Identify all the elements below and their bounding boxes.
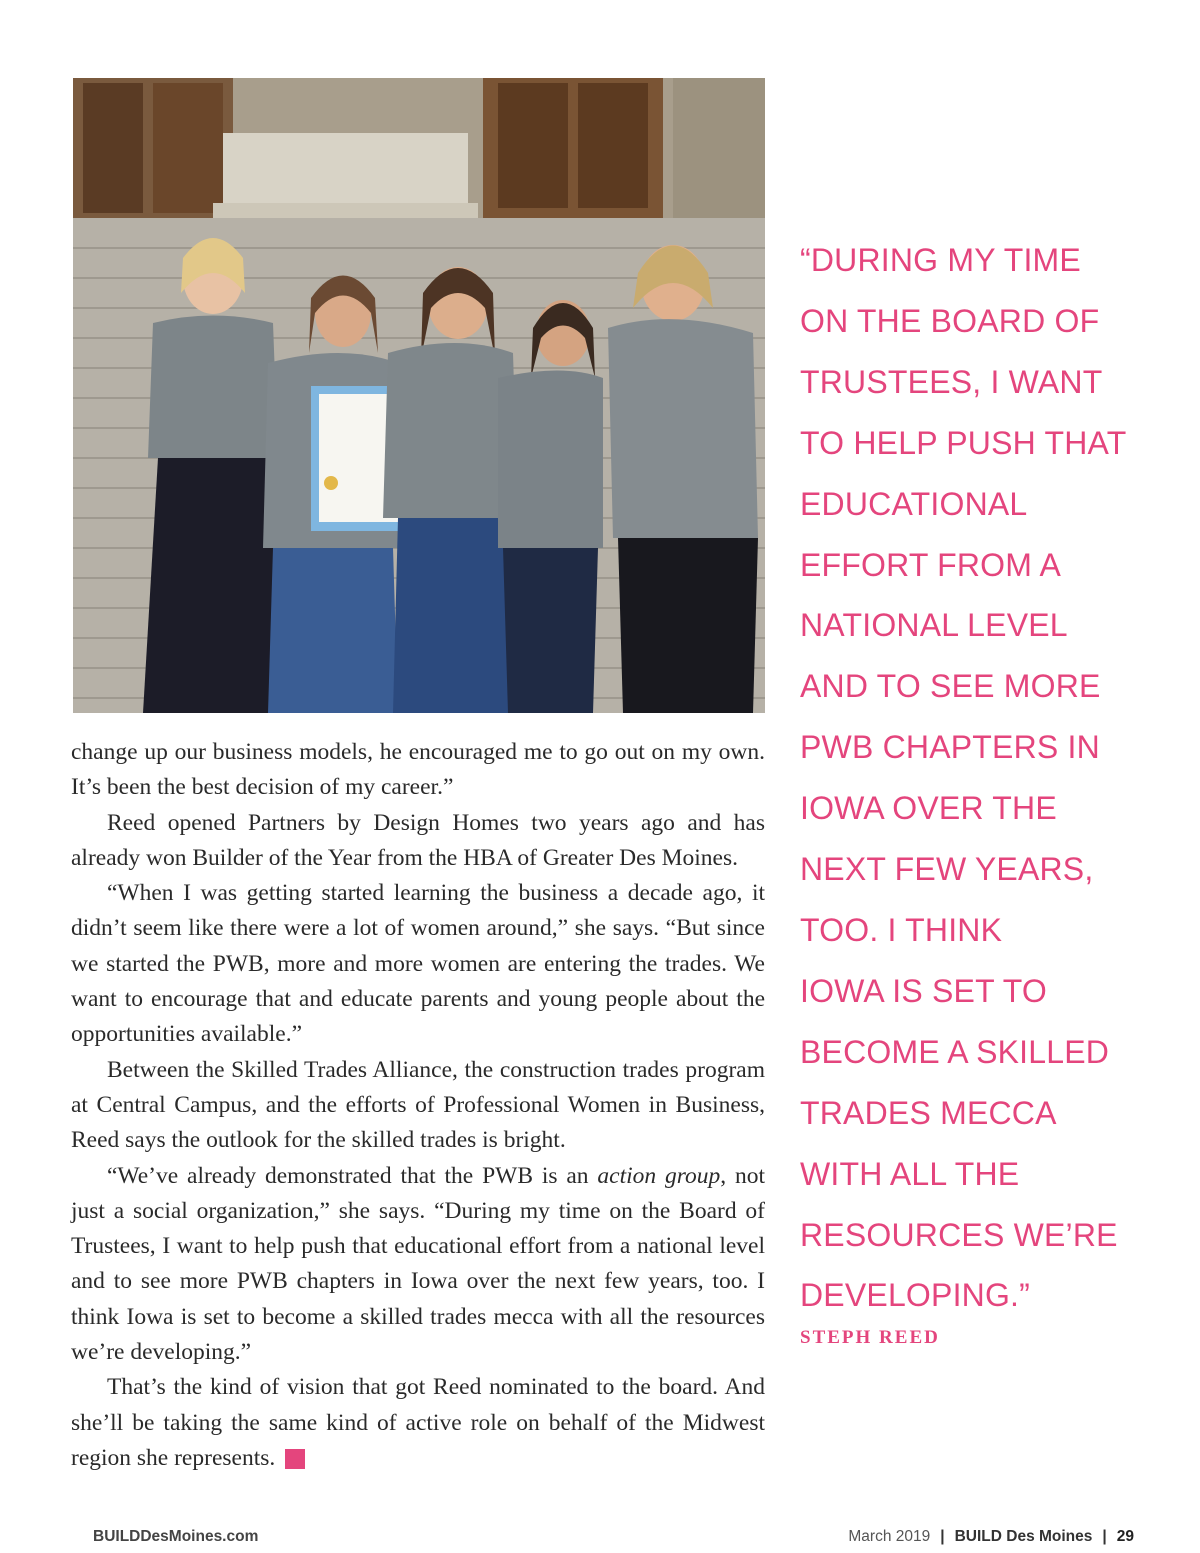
paragraph-text: “We’ve already demonstrated that the PWB is an [107, 1162, 598, 1189]
pull-quote-line: EDUCATIONAL [800, 485, 1028, 522]
paragraph-text: , not just a social organization,” she says. “During my time on the Board of Trustees, I want to help push that educational effort from a national level and to see more PWB chapters in Iowa over the next few years, too. I think Iowa is set to become a skilled trades mecca with all the resources we’re developing.” [71, 1162, 765, 1366]
article-body [71, 735, 765, 1476]
pull-quote-line: IOWA IS SET TO [800, 972, 1048, 1009]
footer-publication: BUILD Des Moines [954, 1528, 1093, 1545]
page-number: 29 [1116, 1528, 1134, 1545]
pull-quote-line: ON THE BOARD OF [800, 302, 1100, 339]
paragraph-text: “When I was getting started learning the business a decade ago, it didn’t seem like there were a lot of women around,” she says. “But since we started the PWB, more and more women are entering the trades. We want to encourage that and educate parents and young people about the opportunities available.” [71, 880, 765, 1048]
paragraph-text: Between the Skilled Trades Alliance, the construction trades program at Central Campus, and the efforts of Professional Women in Business, Reed says the outlook for the skilled trades is bright. [71, 1056, 765, 1154]
pull-quote-line: RESOURCES WE’RE [800, 1216, 1118, 1253]
pull-quote-line: NEXT FEW YEARS, [800, 851, 1094, 888]
article-paragraph [71, 1053, 765, 1159]
pull-quote-attribution: STEPH REED [800, 1327, 940, 1348]
pull-quote-line: TOO. I THINK [800, 911, 1003, 948]
footer-issue-info [848, 1528, 1134, 1546]
pull-quote-line: “DURING MY TIME [800, 242, 1081, 278]
emphasized-text: action group [597, 1162, 721, 1189]
article-photo [73, 78, 765, 713]
article-paragraph [71, 1370, 765, 1476]
group-photo-icon [73, 78, 765, 713]
pull-quote-line: TO HELP PUSH THAT [800, 424, 1127, 461]
footer-website: BUILDDesMoines.com [93, 1528, 259, 1545]
pull-quote [800, 230, 1160, 1326]
footer-date: March 2019 [848, 1528, 931, 1545]
pull-quote-line: EFFORT FROM A [800, 546, 1061, 583]
paragraph-text: That’s the kind of vision that got Reed nominated to the board. And she’ll be taking the same kind of active role on behalf of the Midwest region she represents. [71, 1374, 765, 1471]
footer-separator: | [940, 1528, 945, 1545]
pull-quote-line: TRUSTEES, I WANT [800, 363, 1103, 400]
footer-separator: | [1102, 1528, 1107, 1545]
article-paragraph [71, 735, 765, 806]
pull-quote-line: BECOME A SKILLED [800, 1033, 1110, 1070]
pull-quote-line: TRADES MECCA [800, 1094, 1057, 1131]
pull-quote-line: AND TO SEE MORE [800, 668, 1101, 705]
article-paragraph [71, 1159, 765, 1371]
pull-quote-line: PWB CHAPTERS IN [800, 729, 1100, 766]
pull-quote-line: DEVELOPING.” [800, 1277, 1031, 1314]
article-paragraph [71, 876, 765, 1052]
paragraph-text: change up our business models, he encouraged me to go out on my own. It’s been the best decision of my career.” [71, 739, 765, 801]
pull-quote-line: IOWA OVER THE [800, 790, 1057, 827]
pull-quote-line: WITH ALL THE [800, 1155, 1020, 1192]
paragraph-text: Reed opened Partners by Design Homes two years ago and has already won Builder of the Year from the HBA of Greater Des Moines. [71, 809, 765, 871]
pull-quote-line: NATIONAL LEVEL [800, 607, 1068, 644]
article-paragraph [71, 806, 765, 877]
end-mark-icon: B [285, 1449, 305, 1469]
